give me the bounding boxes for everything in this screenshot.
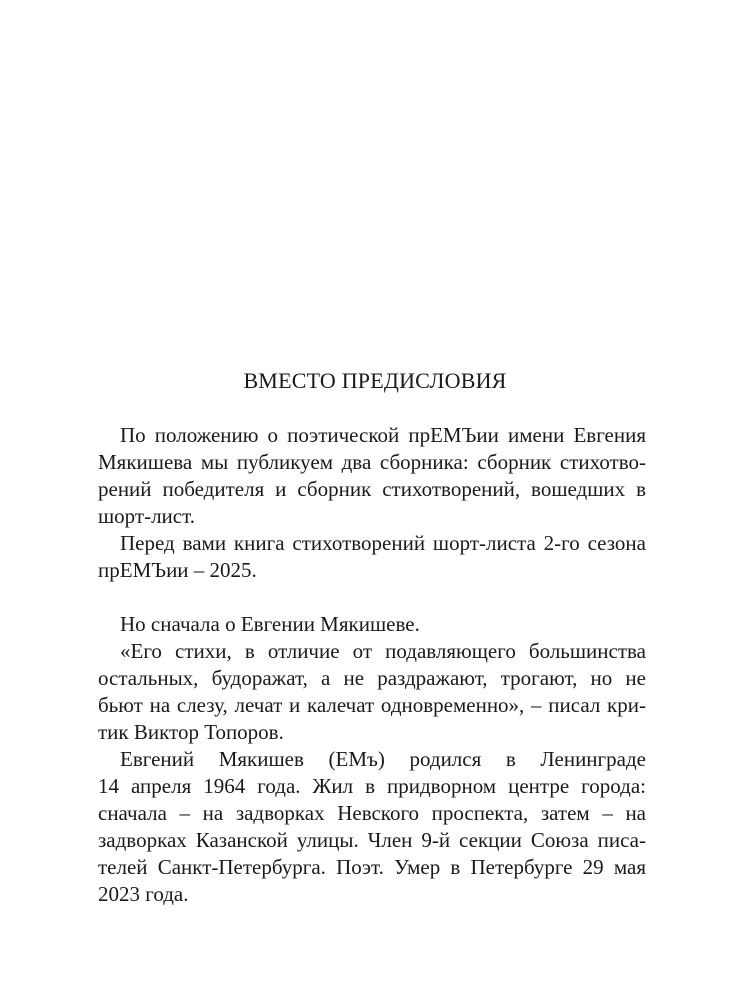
paragraph-line: 14 апреля 1964 года. Жил в придворном центре города: xyxy=(98,774,646,798)
paragraph-line: задворках Казанской улицы. Член 9-й секции Союза писа- xyxy=(98,828,646,852)
paragraph-line: тик Виктор Топоров. xyxy=(98,720,284,744)
paragraph-line: 2023 года. xyxy=(98,882,189,906)
paragraph-line: Перед вами книга стихотворений шорт-листа 2-го сезона xyxy=(120,531,646,555)
paragraph-line: бьют на слезу, лечат и калечат одновременно», – писал кри- xyxy=(98,693,646,717)
paragraph-line: прЕМЪии – 2025. xyxy=(98,558,257,582)
paragraph-line: телей Санкт-Петербурга. Поэт. Умер в Петербурге 29 мая xyxy=(98,855,646,879)
paragraph-line: «Его стихи, в отличие от подавляющего большинства xyxy=(120,639,646,663)
paragraph-line: шорт-лист. xyxy=(98,504,195,528)
paragraph-line: Евгений Мякишев (ЕМъ) родился в Ленинграде xyxy=(120,747,646,771)
paragraph-line: Мякишева мы публикуем два сборника: сборник стихотво- xyxy=(98,450,646,474)
paragraph-line: По положению о поэтической прЕМЪии имени Евгения xyxy=(120,423,646,447)
paragraph-line: сначала – на задворках Невского проспекта, затем – на xyxy=(98,801,646,825)
paragraph-line: рений победителя и сборник стихотворений, вошедших в xyxy=(98,477,646,501)
page-title: ВМЕСТО ПРЕДИСЛОВИЯ xyxy=(243,368,507,393)
paragraph-line: остальных, будоражат, а не раздражают, трогают, но не xyxy=(98,666,646,690)
paragraph-line: Но сначала о Евгении Мякишеве. xyxy=(120,612,420,636)
